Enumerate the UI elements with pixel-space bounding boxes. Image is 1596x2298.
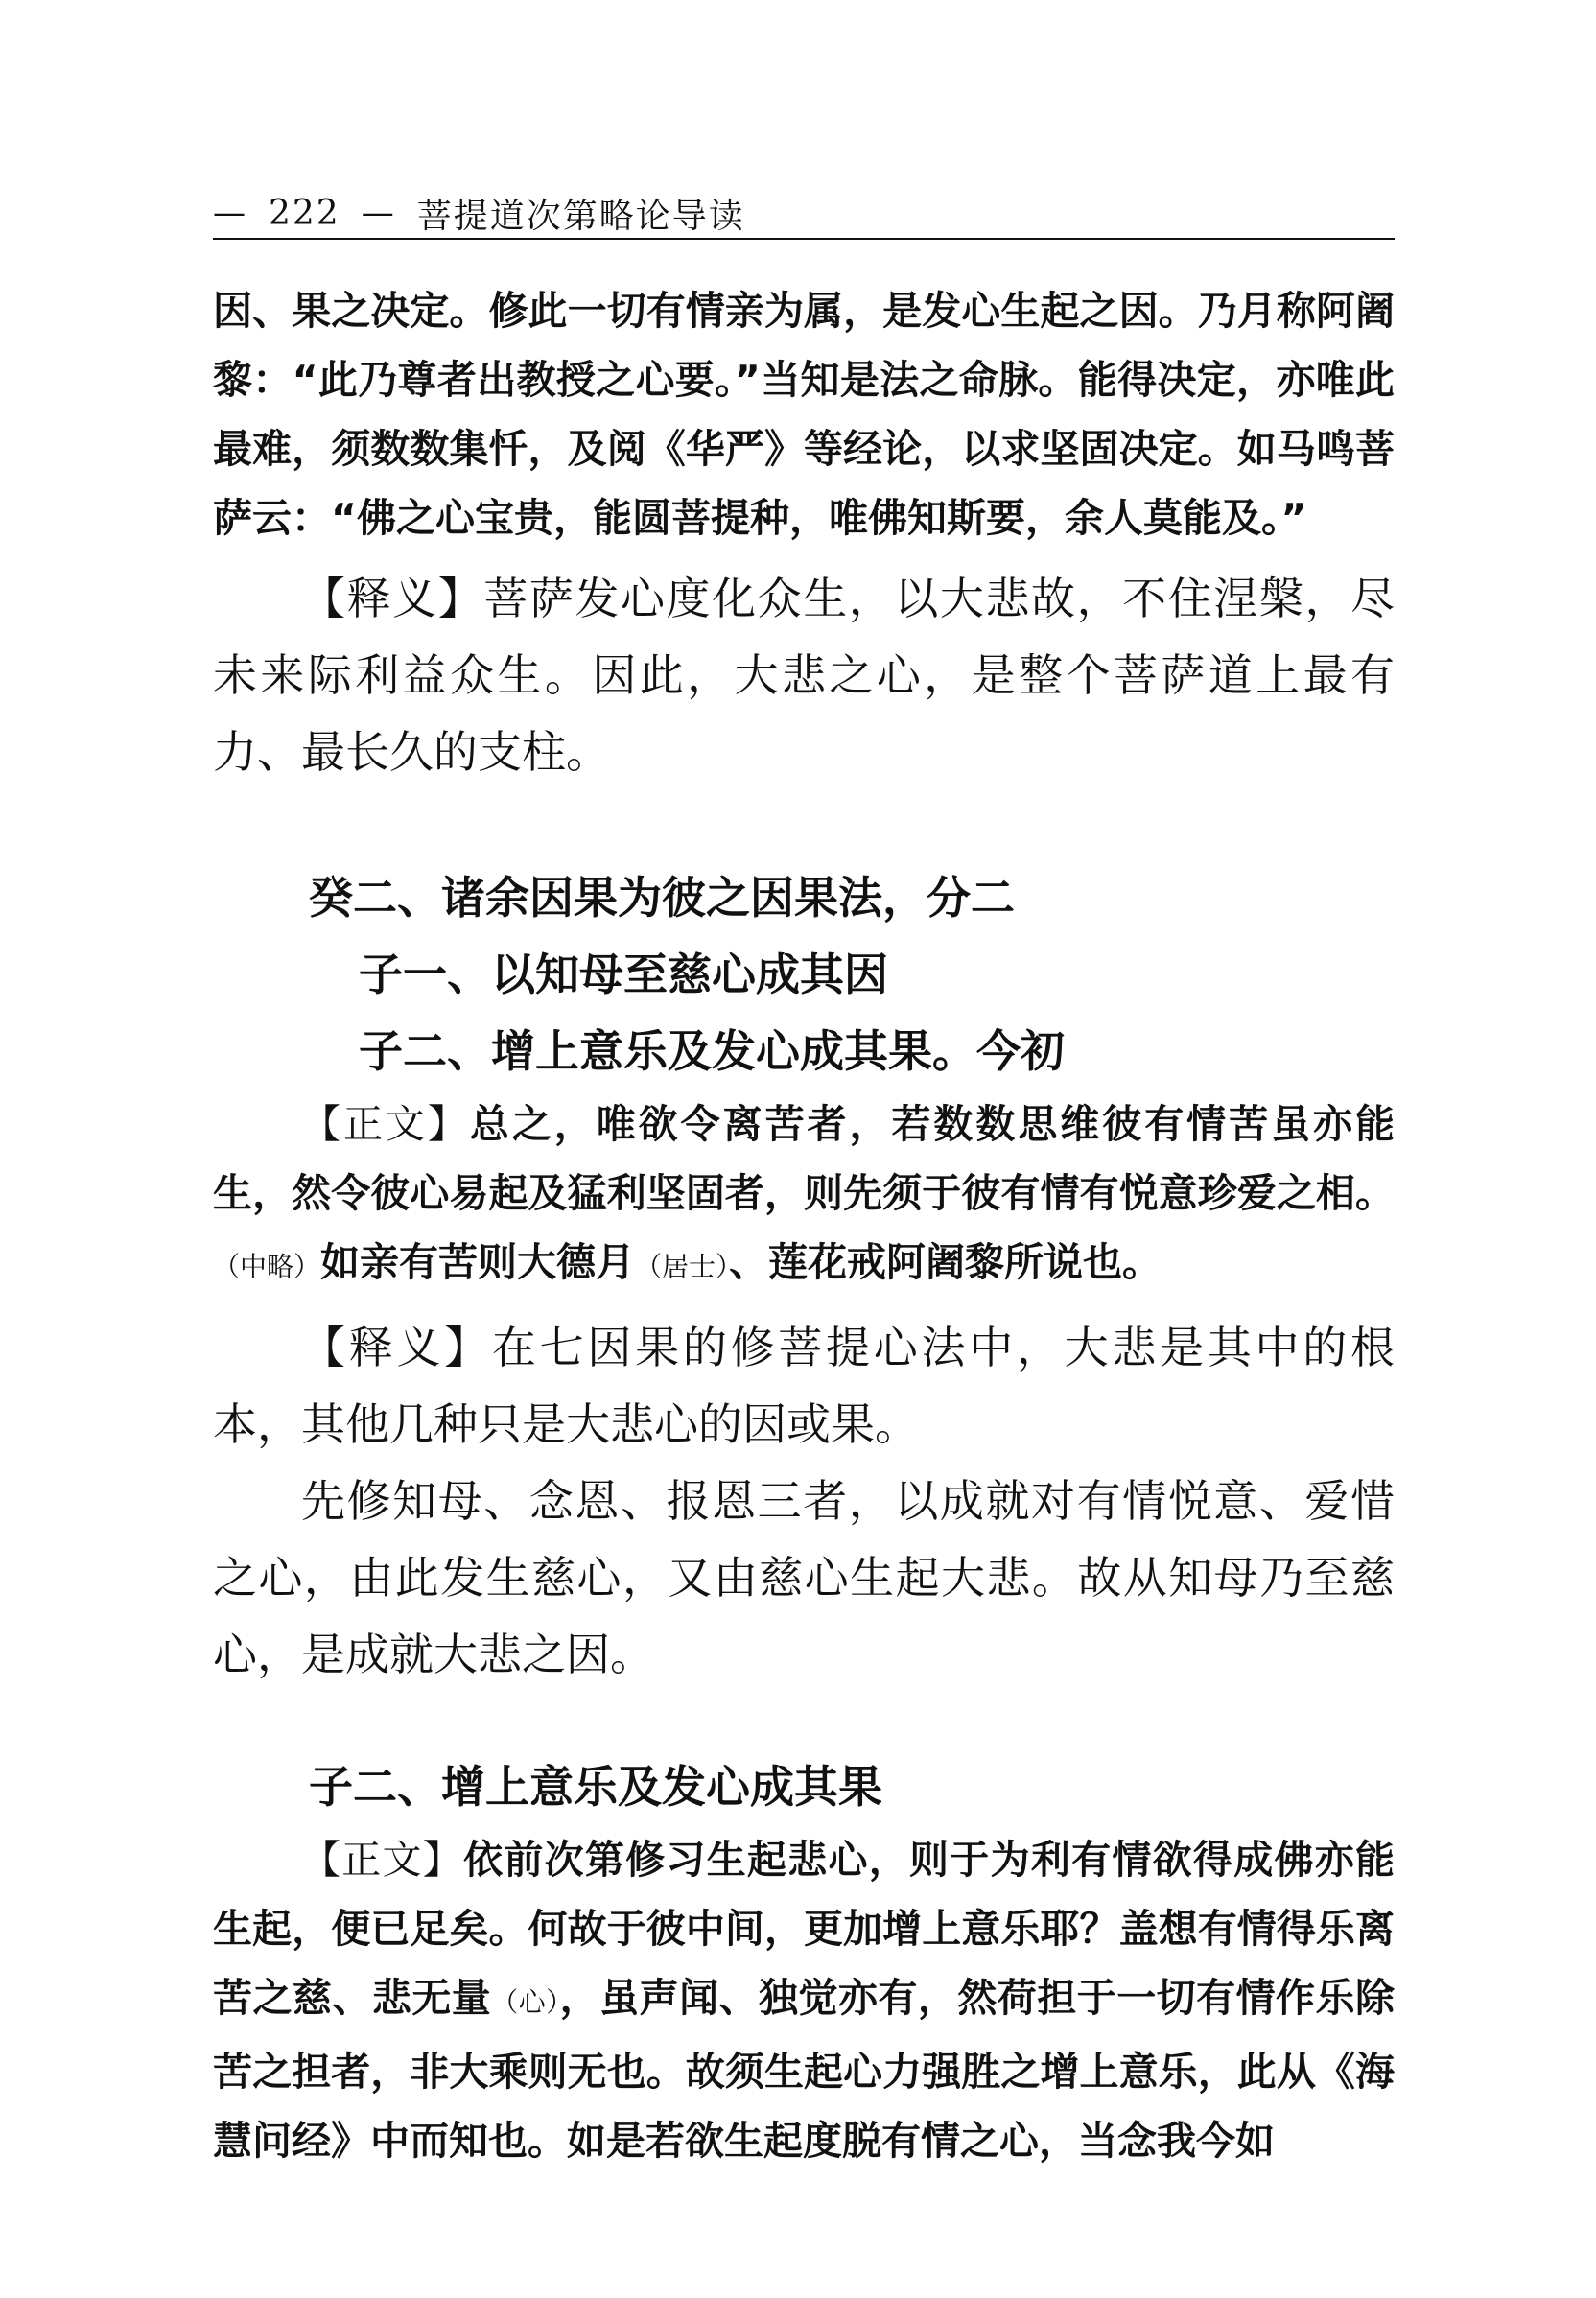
source-paragraph-2 xyxy=(213,1825,1395,2175)
section-heading-gui-er: 癸二、诸余因果为彼之因果法，分二 xyxy=(309,872,1015,924)
source-text-2: 如亲有苦则大德月 xyxy=(320,1239,636,1285)
explanation-paragraph-3: 先修知母、念恩、报恩三者，以成就对有情悦意、爱惜之心，由此发生慈心，又由慈心生起大悲。故从知母乃至慈心，是成就大悲之因。 xyxy=(213,1475,1395,1680)
source-text-3: 、莲花戒阿阇黎所说也。 xyxy=(729,1239,1162,1285)
explanation-text: 菩萨发心度化众生，以大悲故，不住涅槃，尽未来际利益众生。因此，大悲之心，是整个菩萨道上最有力、最长久的支柱。 xyxy=(213,573,1396,778)
source-note: （中略） xyxy=(213,1251,321,1282)
page-header xyxy=(213,184,1393,242)
subheading-zi-er: 子二、增上意乐及发心成其果 xyxy=(309,1761,882,1813)
header-dash-right: — xyxy=(361,194,396,232)
subheading-zi-yi: 子一、以知母至慈心成其因 xyxy=(359,949,888,1000)
source-text-4: 依前次第修习生起悲心，则于为利有情欲得成佛亦能生起，便已足矣。何故于彼中间，更加增上意乐耶？盖想有情得乐离苦之慈、悲无量 xyxy=(213,1837,1395,2021)
source-tag-2: 【正文】 xyxy=(301,1837,464,1883)
explanation-tag-2: 【释义】 xyxy=(301,1322,492,1373)
explanation-paragraph-1 xyxy=(213,560,1395,790)
source-text: 总之，唯欲令离苦者，若数数思维彼有情苦虽亦能生，然令彼心易起及猛利坚固者，则先须于彼有情有悦意珍爱之相。 xyxy=(213,1101,1396,1216)
source-text-5: ，虽声闻、独觉亦有，然荷担于一切有情作乐除苦之担者，非大乘则无也。故须生起心力强胜之增上意乐，此从《海慧问经》中而知也。如是若欲生起度脱有情之心，当念我今如 xyxy=(213,1975,1395,2164)
source-paragraph-continued: 因、果之决定。修此一切有情亲为属，是发心生起之因。乃月称阿阇黎：“此乃尊者出教授之心要。”当知是法之命脉。能得决定，亦唯此最难，须数数集忏，及阅《华严》等经论，以求坚固决定。如马鸣菩萨云：“佛之心宝贵，能圆菩提种，唯佛知斯要，余人莫能及。” xyxy=(213,288,1395,541)
source-note-2: （居士） xyxy=(635,1251,730,1282)
source-tag: 【正文】 xyxy=(301,1101,470,1147)
subheading-zi-er-intro: 子二、增上意乐及发心成其果。今初 xyxy=(359,1025,1065,1077)
source-paragraph-1 xyxy=(213,1090,1395,1301)
header-rule xyxy=(213,238,1395,240)
section-gap-2 xyxy=(213,1693,1395,1748)
explanation-tag: 【释义】 xyxy=(301,573,484,624)
source-note-3: （心） xyxy=(491,1986,560,2018)
book-title: 菩提道次第略论导读 xyxy=(416,196,745,236)
section-gap xyxy=(213,790,1395,859)
page-number: 222 xyxy=(269,193,340,233)
explanation-text-2: 在七因果的修菩提心法中，大悲是其中的根本，其他几种只是大悲心的因或果。 xyxy=(213,1322,1396,1450)
header-dash-left: — xyxy=(213,194,247,232)
explanation-paragraph-2 xyxy=(213,1309,1395,1463)
page-body xyxy=(213,276,1395,2175)
